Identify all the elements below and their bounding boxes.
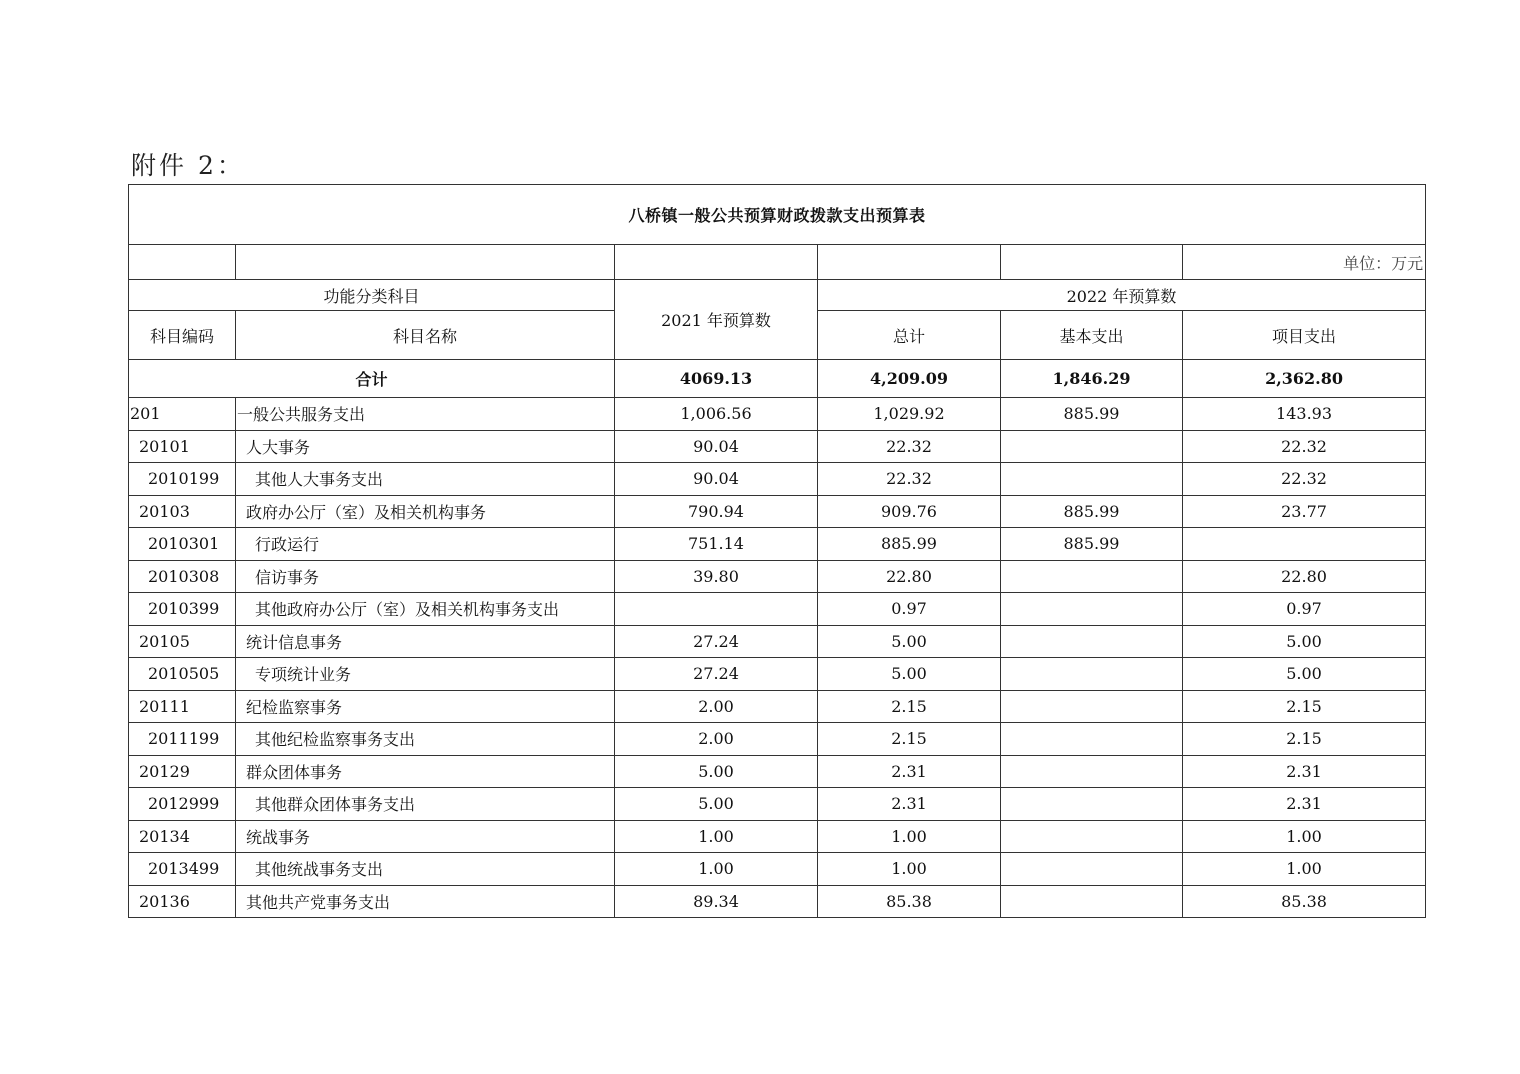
total-label: 合计: [129, 360, 615, 398]
row-total: 22.80: [818, 560, 1001, 593]
row-budget-2021: 27.24: [615, 625, 818, 658]
row-basic: [1001, 885, 1183, 918]
table-row: [129, 690, 1426, 723]
row-code: 2010399: [129, 593, 236, 626]
attachment-label: 附件 2：: [131, 151, 245, 180]
row-code: 2013499: [129, 853, 236, 886]
row-basic: 885.99: [1001, 528, 1183, 561]
row-budget-2021: 790.94: [615, 495, 818, 528]
table-row: [129, 463, 1426, 496]
row-project: 5.00: [1183, 625, 1426, 658]
row-name: 人大事务: [236, 430, 615, 463]
row-code: 2010505: [129, 658, 236, 691]
functional-category-header: 功能分类科目: [129, 280, 615, 311]
total-basic: 1,846.29: [1001, 360, 1183, 398]
row-total: 885.99: [818, 528, 1001, 561]
row-basic: 885.99: [1001, 398, 1183, 431]
row-basic: [1001, 690, 1183, 723]
row-total: 5.00: [818, 658, 1001, 691]
row-project: 1.00: [1183, 820, 1426, 853]
blank-cell: [615, 245, 818, 280]
budget-2021-header: 2021 年预算数: [615, 280, 818, 360]
row-budget-2021: 27.24: [615, 658, 818, 691]
row-basic: [1001, 853, 1183, 886]
table-row: [129, 853, 1426, 886]
row-project: 0.97: [1183, 593, 1426, 626]
row-code: 20136: [129, 885, 236, 918]
row-basic: [1001, 463, 1183, 496]
row-project: 2.15: [1183, 723, 1426, 756]
blank-cell: [818, 245, 1001, 280]
row-budget-2021: 1,006.56: [615, 398, 818, 431]
table-row: [129, 625, 1426, 658]
row-basic: [1001, 593, 1183, 626]
page-title: 八桥镇一般公共预算财政拨款支出预算表: [129, 185, 1426, 245]
row-total: 22.32: [818, 430, 1001, 463]
row-name: 信访事务: [236, 560, 615, 593]
blank-cell: [1001, 245, 1183, 280]
row-basic: [1001, 560, 1183, 593]
table-row: [129, 593, 1426, 626]
row-project: [1183, 528, 1426, 561]
row-name: 行政运行: [236, 528, 615, 561]
table-row: [129, 788, 1426, 821]
row-code: 2010308: [129, 560, 236, 593]
row-code: 2012999: [129, 788, 236, 821]
blank-cell: [129, 245, 236, 280]
header-row-1: [129, 280, 1426, 311]
row-basic: 885.99: [1001, 495, 1183, 528]
budget-table: [128, 184, 1426, 918]
row-total: 2.15: [818, 723, 1001, 756]
row-name: 统计信息事务: [236, 625, 615, 658]
table-row: [129, 755, 1426, 788]
row-budget-2021: 89.34: [615, 885, 818, 918]
budget-2022-header: 2022 年预算数: [818, 280, 1426, 311]
row-total: 1,029.92: [818, 398, 1001, 431]
row-name: 其他政府办公厅（室）及相关机构事务支出: [236, 593, 615, 626]
row-project: 85.38: [1183, 885, 1426, 918]
row-code: 2010199: [129, 463, 236, 496]
row-project: 2.15: [1183, 690, 1426, 723]
table-row: [129, 398, 1426, 431]
row-name: 其他纪检监察事务支出: [236, 723, 615, 756]
table-row: [129, 658, 1426, 691]
row-code: 20101: [129, 430, 236, 463]
total-header: 总计: [818, 311, 1001, 360]
row-name: 统战事务: [236, 820, 615, 853]
row-project: 2.31: [1183, 755, 1426, 788]
row-basic: [1001, 723, 1183, 756]
row-project: 23.77: [1183, 495, 1426, 528]
row-project: 22.80: [1183, 560, 1426, 593]
row-basic: [1001, 788, 1183, 821]
row-budget-2021: 751.14: [615, 528, 818, 561]
row-total: 85.38: [818, 885, 1001, 918]
row-budget-2021: 1.00: [615, 820, 818, 853]
title-row: [129, 185, 1426, 245]
name-header: 科目名称: [236, 311, 615, 360]
table-row: [129, 723, 1426, 756]
row-name: 其他人大事务支出: [236, 463, 615, 496]
row-budget-2021: 2.00: [615, 723, 818, 756]
row-code: 2010301: [129, 528, 236, 561]
row-code: 20103: [129, 495, 236, 528]
row-code: 20134: [129, 820, 236, 853]
row-code: 20111: [129, 690, 236, 723]
project-header: 项目支出: [1183, 311, 1426, 360]
row-total: 909.76: [818, 495, 1001, 528]
total-budget-2021: 4069.13: [615, 360, 818, 398]
basic-header: 基本支出: [1001, 311, 1183, 360]
row-name: 一般公共服务支出: [236, 398, 615, 431]
table-row: [129, 430, 1426, 463]
table-row: [129, 528, 1426, 561]
row-total: 2.31: [818, 788, 1001, 821]
total-total: 4,209.09: [818, 360, 1001, 398]
row-basic: [1001, 820, 1183, 853]
row-budget-2021: 39.80: [615, 560, 818, 593]
row-project: 22.32: [1183, 463, 1426, 496]
row-name: 其他群众团体事务支出: [236, 788, 615, 821]
row-total: 1.00: [818, 853, 1001, 886]
row-name: 政府办公厅（室）及相关机构事务: [236, 495, 615, 528]
row-total: 0.97: [818, 593, 1001, 626]
total-project: 2,362.80: [1183, 360, 1426, 398]
row-budget-2021: 5.00: [615, 788, 818, 821]
row-code: 20129: [129, 755, 236, 788]
row-budget-2021: 90.04: [615, 463, 818, 496]
row-total: 2.15: [818, 690, 1001, 723]
row-budget-2021: 2.00: [615, 690, 818, 723]
row-project: 22.32: [1183, 430, 1426, 463]
row-name: 专项统计业务: [236, 658, 615, 691]
table-row: [129, 820, 1426, 853]
row-name: 纪检监察事务: [236, 690, 615, 723]
row-project: 2.31: [1183, 788, 1426, 821]
row-budget-2021: 90.04: [615, 430, 818, 463]
row-total: 22.32: [818, 463, 1001, 496]
row-total: 1.00: [818, 820, 1001, 853]
row-name: 其他统战事务支出: [236, 853, 615, 886]
row-code: 2011199: [129, 723, 236, 756]
row-name: 群众团体事务: [236, 755, 615, 788]
row-code: 201: [129, 398, 236, 431]
row-total: 2.31: [818, 755, 1001, 788]
row-basic: [1001, 658, 1183, 691]
table-row: [129, 885, 1426, 918]
row-basic: [1001, 755, 1183, 788]
row-basic: [1001, 625, 1183, 658]
code-header: 科目编码: [129, 311, 236, 360]
row-project: 1.00: [1183, 853, 1426, 886]
row-name: 其他共产党事务支出: [236, 885, 615, 918]
row-total: 5.00: [818, 625, 1001, 658]
unit-label: 单位：万元: [1183, 245, 1426, 280]
row-budget-2021: [615, 593, 818, 626]
unit-row: [129, 245, 1426, 280]
row-project: 143.93: [1183, 398, 1426, 431]
row-code: 20105: [129, 625, 236, 658]
total-row: [129, 360, 1426, 398]
row-budget-2021: 5.00: [615, 755, 818, 788]
row-budget-2021: 1.00: [615, 853, 818, 886]
row-basic: [1001, 430, 1183, 463]
blank-cell: [236, 245, 615, 280]
table-row: [129, 495, 1426, 528]
row-project: 5.00: [1183, 658, 1426, 691]
table-row: [129, 560, 1426, 593]
